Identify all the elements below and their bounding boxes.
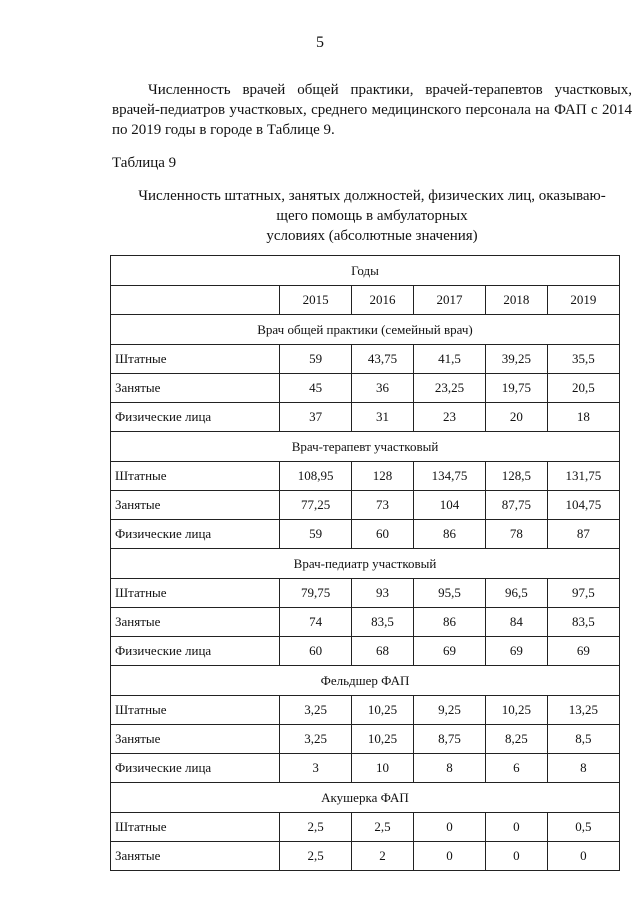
- table-title: [112, 186, 632, 246]
- row-label-cell: Занятые: [111, 608, 280, 637]
- value-cell: 83,5: [352, 608, 414, 637]
- value-cell: 20,5: [547, 374, 619, 403]
- page-number: 5: [316, 34, 324, 51]
- value-cell: 6: [486, 754, 548, 783]
- group-title-cell: Врач-педиатр участковый: [111, 549, 620, 579]
- value-cell: 8: [547, 754, 619, 783]
- value-cell: 96,5: [486, 579, 548, 608]
- empty-header-cell: [111, 286, 280, 315]
- year-cell: 2015: [280, 286, 352, 315]
- value-cell: 31: [352, 403, 414, 432]
- value-cell: 59: [280, 520, 352, 549]
- value-cell: 10,25: [486, 696, 548, 725]
- row-label-cell: Физические лица: [111, 637, 280, 666]
- year-cell: 2017: [413, 286, 485, 315]
- value-cell: 128: [352, 462, 414, 491]
- value-cell: 87: [547, 520, 619, 549]
- table-row: [111, 813, 620, 842]
- value-cell: 79,75: [280, 579, 352, 608]
- value-cell: 9,25: [413, 696, 485, 725]
- value-cell: 73: [352, 491, 414, 520]
- value-cell: 0: [486, 813, 548, 842]
- value-cell: 68: [352, 637, 414, 666]
- value-cell: 8,5: [547, 725, 619, 754]
- table-row: [111, 345, 620, 374]
- value-cell: 2,5: [280, 842, 352, 871]
- staffing-table: [110, 255, 620, 871]
- year-cell: 2016: [352, 286, 414, 315]
- value-cell: 95,5: [413, 579, 485, 608]
- years-row: [111, 286, 620, 315]
- intro-paragraph: Численность врачей общей практики, врачей-терапевтов участковых, врачей-педиатров участковых, среднего медицинского персонала на ФАП с 2014 по 2019 годы в городе в Таблице 9.: [112, 82, 632, 138]
- table-row: [111, 696, 620, 725]
- value-cell: 86: [413, 608, 485, 637]
- row-label-cell: Физические лица: [111, 520, 280, 549]
- value-cell: 8,75: [413, 725, 485, 754]
- row-label-cell: Штатные: [111, 696, 280, 725]
- value-cell: 128,5: [486, 462, 548, 491]
- value-cell: 36: [352, 374, 414, 403]
- value-cell: 108,95: [280, 462, 352, 491]
- table-row: [111, 579, 620, 608]
- row-label-cell: Штатные: [111, 345, 280, 374]
- value-cell: 2: [352, 842, 414, 871]
- years-header-cell: Годы: [111, 256, 620, 286]
- value-cell: 78: [486, 520, 548, 549]
- value-cell: 60: [352, 520, 414, 549]
- group-header-row: [111, 783, 620, 813]
- table-row: [111, 462, 620, 491]
- table-label: Таблица 9: [112, 155, 177, 171]
- value-cell: 3,25: [280, 725, 352, 754]
- table-row: [111, 754, 620, 783]
- table-row: [111, 725, 620, 754]
- year-cell: 2019: [547, 286, 619, 315]
- table-row: [111, 491, 620, 520]
- value-cell: 3: [280, 754, 352, 783]
- value-cell: 8: [413, 754, 485, 783]
- value-cell: 69: [547, 637, 619, 666]
- table-row: [111, 403, 620, 432]
- table-header-row: [111, 256, 620, 286]
- table-title-line: условиях (абсолютные значения): [266, 228, 478, 244]
- row-label-cell: Занятые: [111, 374, 280, 403]
- value-cell: 60: [280, 637, 352, 666]
- value-cell: 97,5: [547, 579, 619, 608]
- group-header-row: [111, 315, 620, 345]
- value-cell: 77,25: [280, 491, 352, 520]
- value-cell: 93: [352, 579, 414, 608]
- value-cell: 83,5: [547, 608, 619, 637]
- value-cell: 84: [486, 608, 548, 637]
- table-row: [111, 608, 620, 637]
- value-cell: 23,25: [413, 374, 485, 403]
- value-cell: 0: [413, 813, 485, 842]
- value-cell: 3,25: [280, 696, 352, 725]
- table-title-line: щего помощь в амбулаторных: [276, 208, 468, 224]
- value-cell: 104,75: [547, 491, 619, 520]
- group-header-row: [111, 549, 620, 579]
- row-label-cell: Штатные: [111, 579, 280, 608]
- table-row: [111, 842, 620, 871]
- value-cell: 0: [413, 842, 485, 871]
- value-cell: 45: [280, 374, 352, 403]
- group-title-cell: Фельдшер ФАП: [111, 666, 620, 696]
- value-cell: 134,75: [413, 462, 485, 491]
- value-cell: 86: [413, 520, 485, 549]
- value-cell: 69: [413, 637, 485, 666]
- value-cell: 20: [486, 403, 548, 432]
- table-row: [111, 374, 620, 403]
- group-title-cell: Врач-терапевт участковый: [111, 432, 620, 462]
- value-cell: 2,5: [280, 813, 352, 842]
- value-cell: 41,5: [413, 345, 485, 374]
- table-row: [111, 520, 620, 549]
- value-cell: 131,75: [547, 462, 619, 491]
- value-cell: 37: [280, 403, 352, 432]
- table-row: [111, 637, 620, 666]
- row-label-cell: Физические лица: [111, 403, 280, 432]
- value-cell: 13,25: [547, 696, 619, 725]
- value-cell: 0: [547, 842, 619, 871]
- value-cell: 10,25: [352, 725, 414, 754]
- table-title-line: Численность штатных, занятых должностей, физических лиц, оказываю-: [138, 188, 606, 204]
- row-label-cell: Физические лица: [111, 754, 280, 783]
- group-header-row: [111, 432, 620, 462]
- group-header-row: [111, 666, 620, 696]
- row-label-cell: Занятые: [111, 725, 280, 754]
- value-cell: 43,75: [352, 345, 414, 374]
- value-cell: 104: [413, 491, 485, 520]
- year-cell: 2018: [486, 286, 548, 315]
- value-cell: 74: [280, 608, 352, 637]
- row-label-cell: Штатные: [111, 462, 280, 491]
- value-cell: 10,25: [352, 696, 414, 725]
- value-cell: 23: [413, 403, 485, 432]
- value-cell: 0,5: [547, 813, 619, 842]
- value-cell: 39,25: [486, 345, 548, 374]
- group-title-cell: Акушерка ФАП: [111, 783, 620, 813]
- row-label-cell: Занятые: [111, 842, 280, 871]
- value-cell: 59: [280, 345, 352, 374]
- group-title-cell: Врач общей практики (семейный врач): [111, 315, 620, 345]
- value-cell: 19,75: [486, 374, 548, 403]
- value-cell: 8,25: [486, 725, 548, 754]
- row-label-cell: Штатные: [111, 813, 280, 842]
- value-cell: 35,5: [547, 345, 619, 374]
- row-label-cell: Занятые: [111, 491, 280, 520]
- value-cell: 0: [486, 842, 548, 871]
- value-cell: 18: [547, 403, 619, 432]
- value-cell: 87,75: [486, 491, 548, 520]
- value-cell: 10: [352, 754, 414, 783]
- value-cell: 2,5: [352, 813, 414, 842]
- value-cell: 69: [486, 637, 548, 666]
